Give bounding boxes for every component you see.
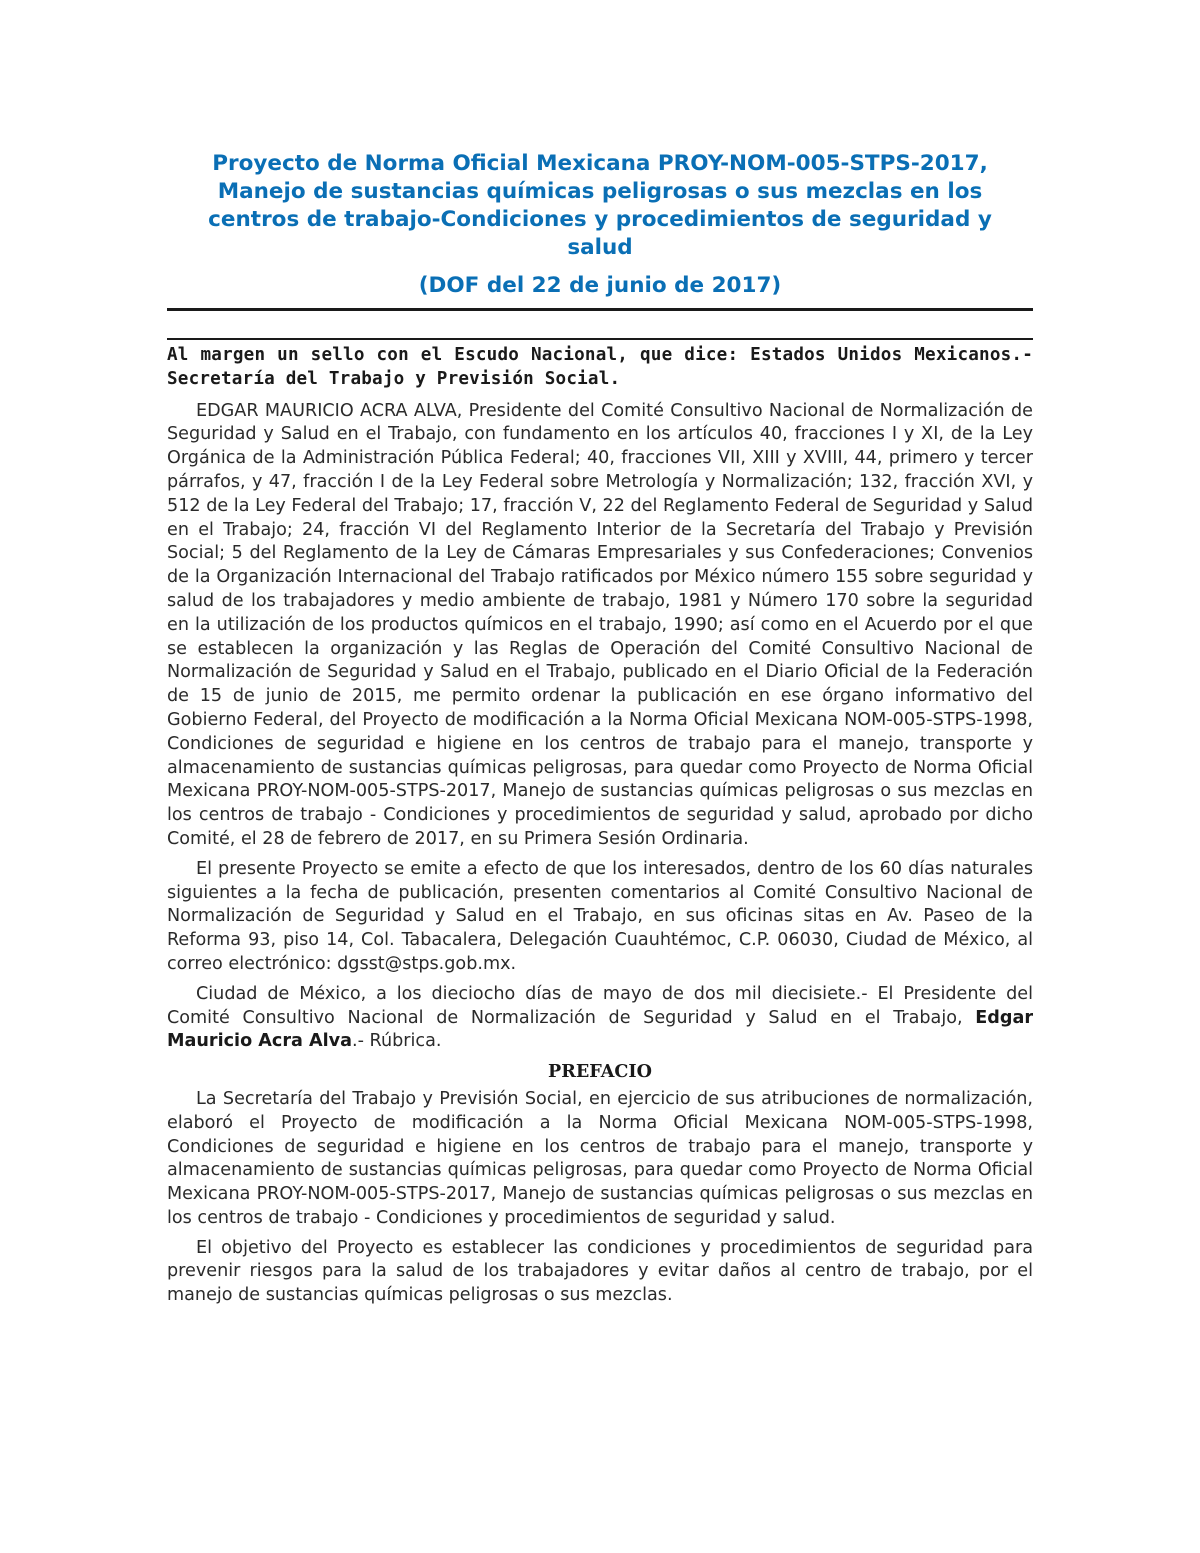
- section-heading-prefacio: PREFACIO: [548, 1061, 652, 1083]
- document-subtitle: (DOF del 22 de junio de 2017): [418, 273, 782, 298]
- paragraph-comentarios: El presente Proyecto se emite a efecto de que los interesados, dentro de los 60 días naturales siguientes a la fecha de publicación, presenten comentarios al Comité Consultivo Nacional de Normalización de Seguridad y Salud en el Trabajo, en sus oficinas sitas en Av. Paseo de la Reforma 93, piso 14, Col. Tabacalera, Delegación Cuauhtémoc, C.P. 06030, Ciudad de México, al correo electrónico: dgsst@stps.gob.mx.: [167, 858, 1033, 974]
- thick-divider: [167, 308, 1033, 311]
- paragraph-objetivo: El objetivo del Proyecto es establecer las condiciones y procedimientos de seguridad para prevenir riesgos para la salud de los trabajadores y evitar daños al centro de trabajo, por el manejo de sustancias químicas peligrosas o sus mezclas.: [167, 1237, 1033, 1306]
- document-title: [167, 150, 1033, 262]
- paragraph-fundamento: EDGAR MAURICIO ACRA ALVA, Presidente del Comité Consultivo Nacional de Normalización de Seguridad y Salud en el Trabajo, con fundamento en los artículos 40, fracciones I y XI, de la Ley Orgánica de la Administración Pública Federal; 40, fracciones VII, XIII y XVIII, 44, primero y tercer párrafos, y 47, fracción I de la Ley Federal sobre Metrología y Normalización; 132, fracción XVI, y 512 de la Ley Federal del Trabajo; 17, fracción V, 22 del Reglamento Federal de Seguridad y Salud en el Trabajo; 24, fracción VI del Reglamento Interior de la Secretaría del Trabajo y Previsión Social; 5 del Reglamento de la Ley de Cámaras Empresariales y sus Confederaciones; Convenios de la Organización Internacional del Trabajo ratificados por México número 155 sobre seguridad y salud de los trabajadores y medio ambiente de trabajo, 1981 y Número 170 sobre la seguridad en la utilización de los productos químicos en el trabajo, 1990; así como en el Acuerdo por el que se establecen la organización y las Reglas de Operación del Comité Consultivo Nacional de Normalización de Seguridad y Salud en el Trabajo, publicado en el Diario Oficial de la Federación de 15 de junio de 2015, me permito ordenar la publicación en ese órgano informativo del Gobierno Federal, del Proyecto de modificación a la Norma Oficial Mexicana NOM-005-STPS-1998, Condiciones de seguridad e higiene en los centros de trabajo para el manejo, transporte y almacenamiento de sustancias químicas peligrosas, para quedar como Proyecto de Norma Oficial Mexicana PROY-NOM-005-STPS-2017, Manejo de sustancias químicas peligrosas o sus mezclas en los centros de trabajo - Condiciones y procedimientos de seguridad y salud, aprobado por dicho Comité, el 28 de febrero de 2017, en su Primera Sesión Ordinaria.: [167, 400, 1033, 849]
- document-content: [167, 150, 1033, 1314]
- paragraph-prefacio: La Secretaría del Trabajo y Previsión Social, en ejercicio de sus atribuciones de normalización, elaboró el Proyecto de modificación a la Norma Oficial Mexicana NOM-005-STPS-1998, Condiciones de seguridad e higiene en los centros de trabajo para el manejo, transporte y almacenamiento de sustancias químicas peligrosas, para quedar como Proyecto de Norma Oficial Mexicana PROY-NOM-005-STPS-2017, Manejo de sustancias químicas peligrosas o sus mezclas en los centros de trabajo - Condiciones y procedimientos de seguridad y salud.: [167, 1088, 1033, 1228]
- signatory-name: Edgar Mauricio Acra Alva: [167, 1007, 1033, 1052]
- firma-text: Ciudad de México, a los dieciocho días de mayo de dos mil diecisiete.- El Presidente del Comité Consultivo Nacional de Normalización de Seguridad y Salud en el Trabajo,: [167, 983, 1033, 1028]
- margin-note: Al margen un sello con el Escudo Nacional, que dice: Estados Unidos Mexicanos.- Secretaría del Trabajo y Previsión Social.: [167, 345, 1033, 389]
- title-line-1: Proyecto de Norma Oficial Mexicana PROY-NOM-005-STPS-2017,: [212, 151, 988, 176]
- thin-divider: [167, 338, 1033, 340]
- title-line-2: Manejo de sustancias químicas peligrosas o sus mezclas en los: [217, 179, 983, 204]
- firma-rubrica: .- Rúbrica.: [352, 1031, 442, 1052]
- title-line-3: centros de trabajo-Condiciones y procedimientos de seguridad y: [208, 207, 992, 232]
- title-line-4: salud: [567, 235, 633, 260]
- paragraph-firma: [167, 983, 1033, 1054]
